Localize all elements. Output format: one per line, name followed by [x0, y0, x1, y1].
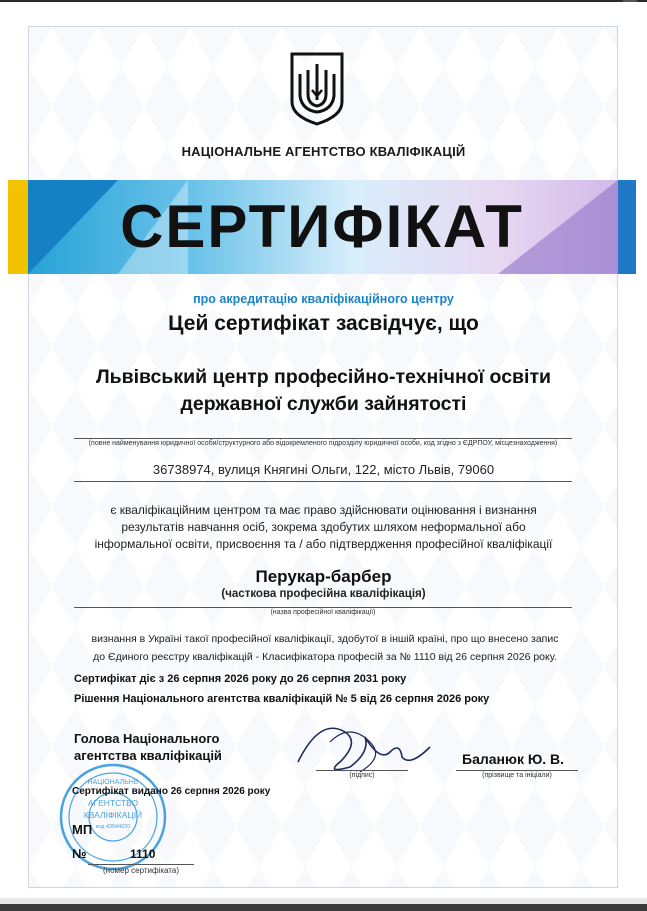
bottom-edge: [0, 904, 647, 911]
certificate-title: СЕРТИФІКАТ: [120, 193, 524, 260]
top-corner-mark: [623, 0, 637, 8]
qualification-hint: (назва професійної кваліфікації): [270, 609, 376, 616]
top-edge: [0, 0, 647, 2]
signatory-name-underline: [456, 770, 578, 771]
certificate-number-underline: [88, 864, 194, 865]
stamp-code: код 43544220: [95, 824, 131, 830]
qualification-type: (часткова професійна кваліфікація): [221, 588, 426, 600]
signatory-title: [74, 730, 222, 764]
issue-date: Сертифікат видано 26 серпня 2026 року: [72, 786, 271, 797]
certificate-banner: [8, 180, 636, 274]
signatory-name: Баланюк Ю. В.: [462, 751, 565, 767]
organization-address: 36738974, вулиця Княгині Ольги, 122, місто Львів, 79060: [152, 462, 495, 477]
stamp-text-mid1: АГЕНТСТВО: [87, 798, 139, 808]
certificate-number: 1110: [130, 847, 156, 861]
organization-hint: (повне найменування юридичної особи/структурного або відокремленого підрозділу юридичної особи, код згідно з ЄДРПОУ, місцезнаходження): [88, 440, 558, 447]
certifies-heading: Цей сертифікат засвідчує, що: [168, 312, 479, 335]
signatory-title-line1: Голова Національного: [74, 731, 220, 746]
stamp-text-mid2: КВАЛІФІКАЦІЙ: [83, 810, 143, 820]
qualification-underline: [74, 607, 572, 608]
certificate-purpose: про акредитацію кваліфікаційного центру: [193, 292, 454, 306]
certificate-number-hint: (номер сертифіката): [102, 866, 179, 875]
organization-name-line2: державної служби зайнятості: [180, 393, 467, 415]
address-underline: [74, 481, 572, 482]
certificate-number-label: №: [72, 846, 87, 861]
signatory-name-hint: (прізвище та ініціали): [482, 772, 552, 779]
recognition-line1: визнання в Україні такої професійної кваліфікації, здобутої в іншій країні, про що внесено запис: [91, 633, 559, 645]
stamp-text-top: НАЦІОНАЛЬНЕ: [87, 779, 139, 786]
body-text: [50, 502, 597, 553]
qualification-name: Перукар-барбер: [255, 567, 392, 586]
stamp-place-label: МП: [72, 822, 93, 837]
body-text-line1: є кваліфікаційним центром та має право здійснювати оцінювання і визнання: [110, 503, 537, 517]
recognition-text: [60, 630, 590, 666]
body-text-line3: інформальної освіти, присвоєння та / або підтвердження професійної кваліфікації: [94, 537, 553, 551]
trident-emblem-icon: [288, 50, 346, 126]
recognition-line2: до Єдиного реєстру кваліфікацій - Класифікатора професій за № 1110 від 26 серпня 2026 року.: [93, 651, 557, 663]
signatory-title-line2: агентства кваліфікацій: [74, 748, 222, 763]
validity-period: Сертифікат діє з 26 серпня 2026 року до 26 серпня 2031 року: [74, 673, 407, 685]
organization-name-line1: Львівський центр професійно-технічної освіти: [95, 366, 551, 388]
agency-decision: Рішення Національного агентства кваліфікацій № 5 від 26 серпня 2026 року: [74, 693, 490, 705]
body-text-line2: результатів навчання осіб, зокрема здобутих шляхом неформальної або: [121, 520, 526, 534]
agency-name: НАЦІОНАЛЬНЕ АГЕНТСТВО КВАЛІФІКАЦІЙ: [181, 144, 466, 159]
organization-name: [30, 364, 617, 418]
organization-underline: [74, 438, 572, 439]
signature-hint: (підпис): [349, 772, 375, 779]
signature-underline: [316, 770, 408, 771]
